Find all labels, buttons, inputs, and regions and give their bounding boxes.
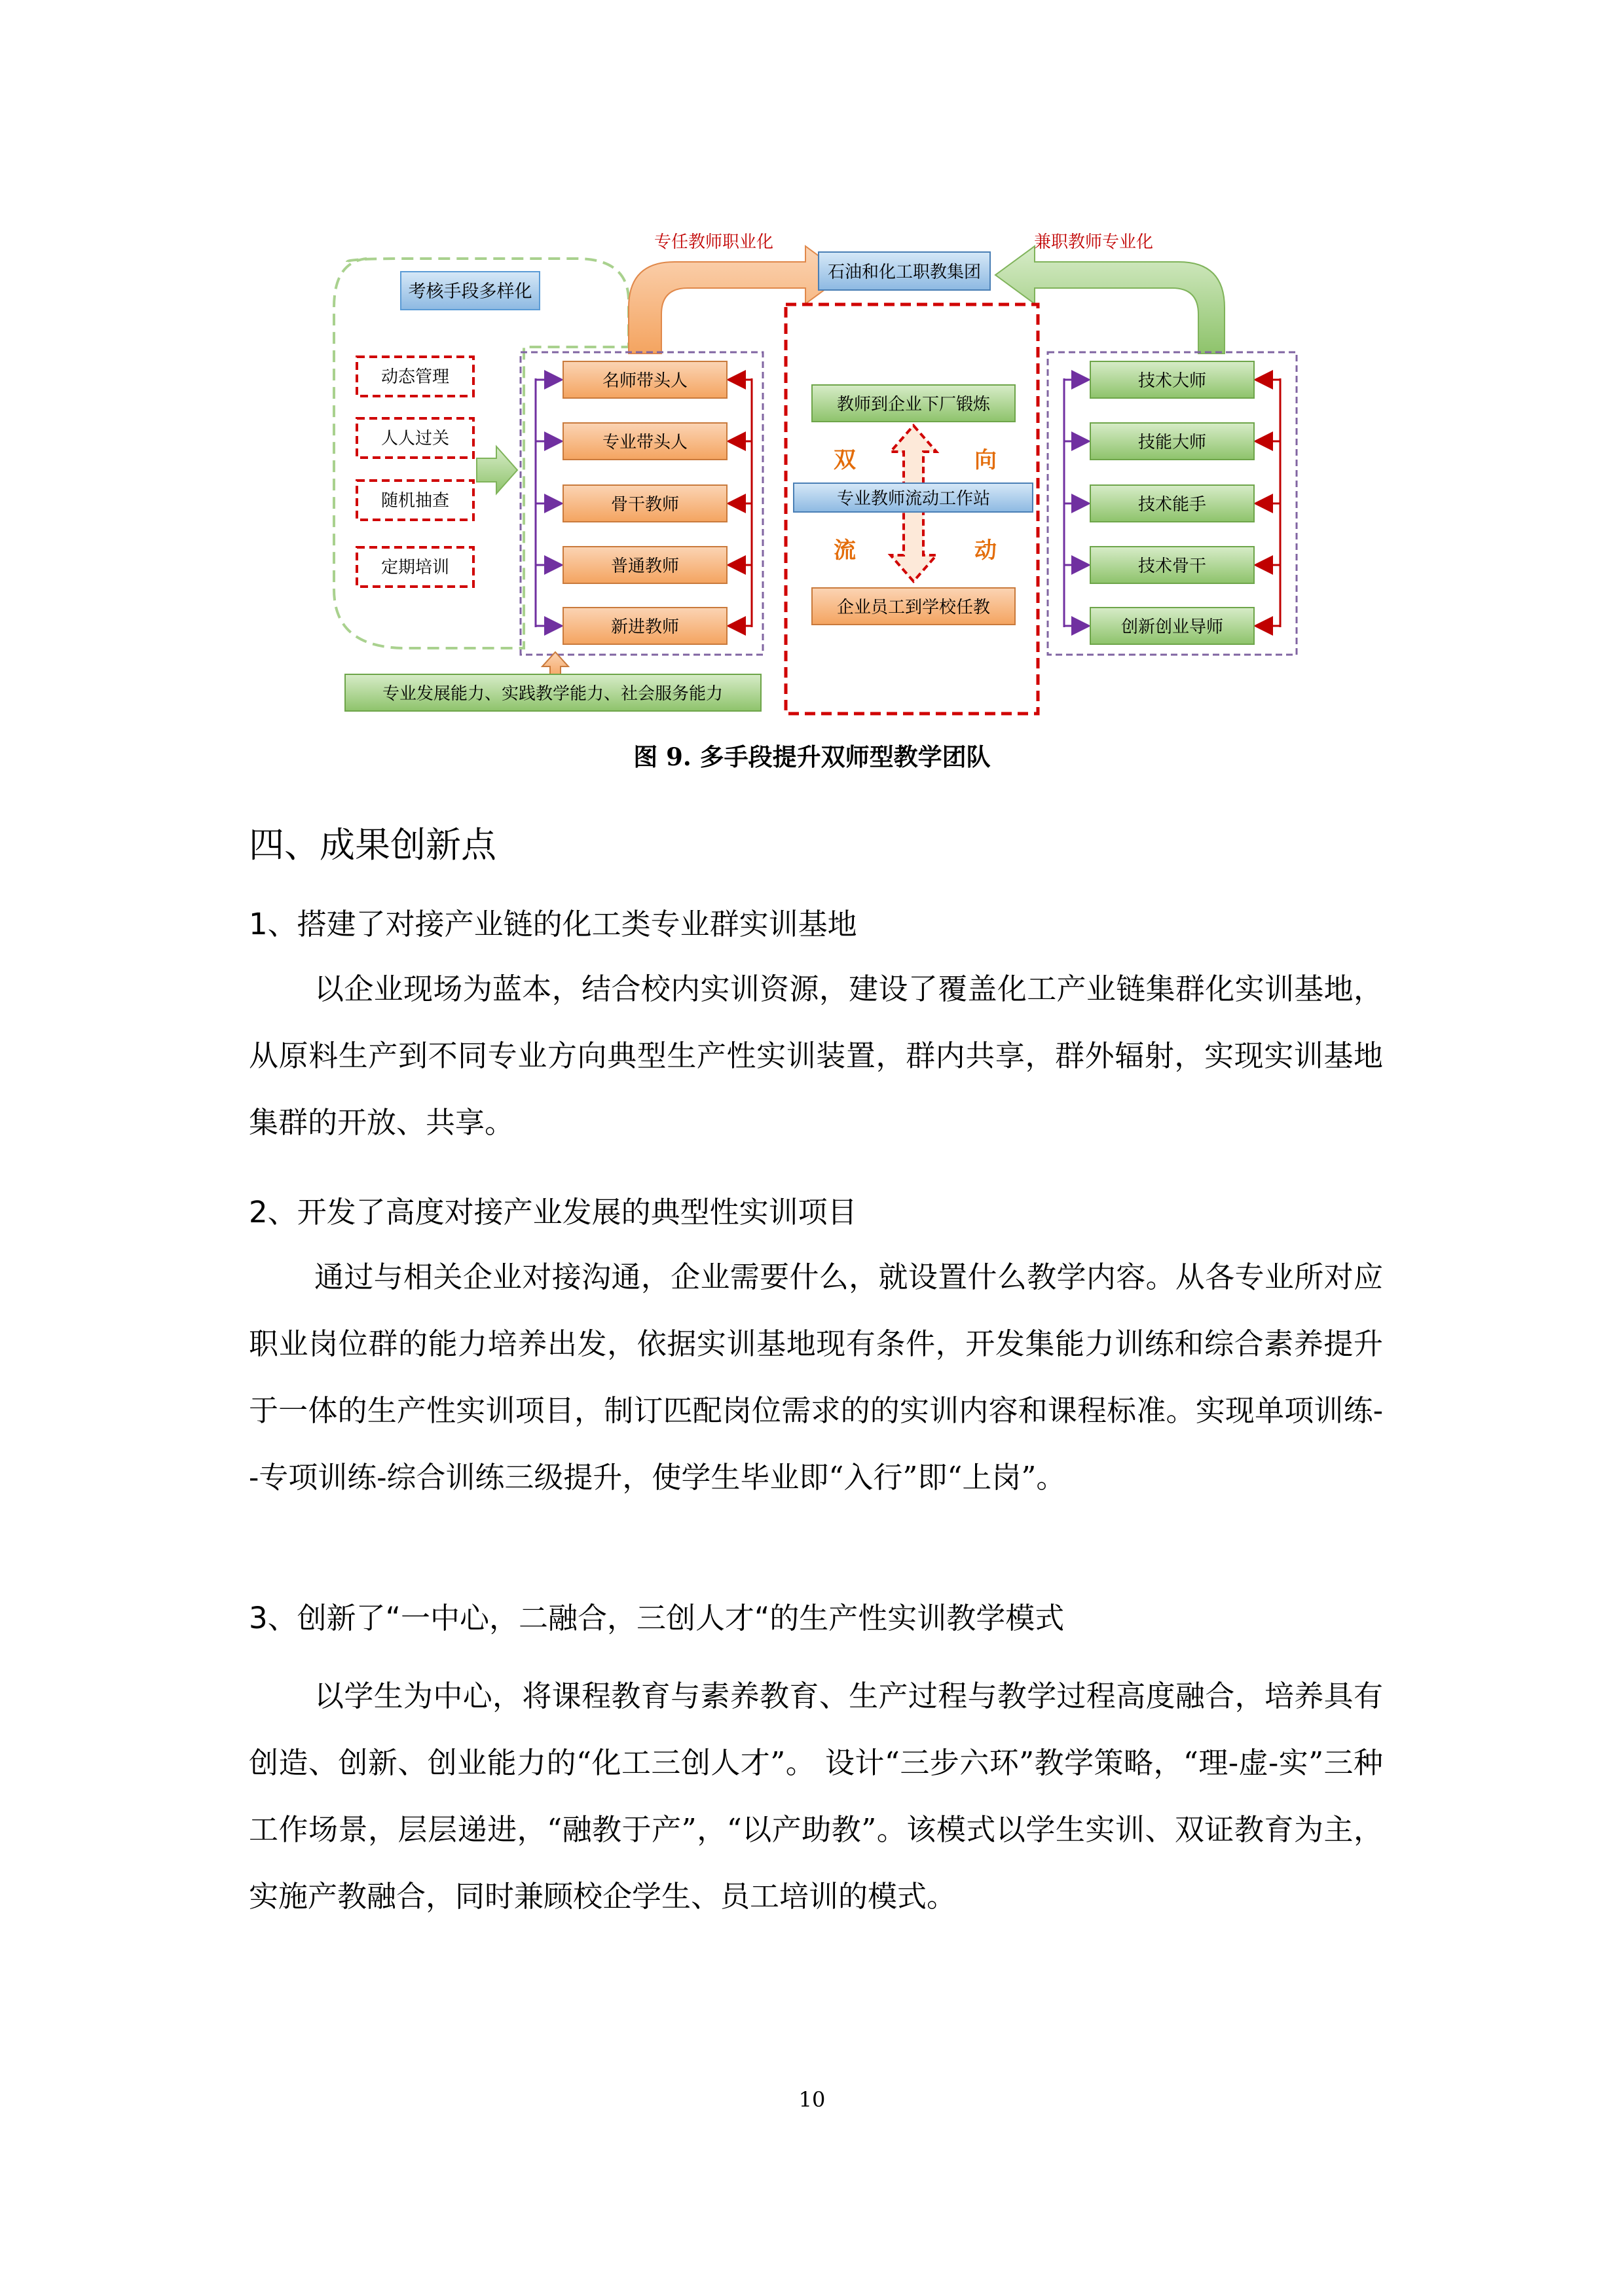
- expert-level-1: [1064, 361, 1280, 398]
- teacher-level-label: 名师带头人: [602, 371, 688, 391]
- flow-char-1: 双: [834, 447, 856, 473]
- expert-level-5: [1064, 608, 1280, 644]
- teacher-level-4: [536, 547, 752, 583]
- green-right-arrow: [477, 446, 517, 494]
- top-arrow-right-label: 兼职教师专业化: [1033, 232, 1154, 252]
- expert-level-label: 技术骨干: [1137, 556, 1207, 576]
- teacher-level-1: [536, 361, 752, 398]
- teacher-level-3: [536, 485, 752, 522]
- expert-level-label: 技能大师: [1137, 433, 1207, 452]
- teacher-level-5: [536, 608, 752, 644]
- green-curved-arrow: [995, 246, 1225, 354]
- exchange-bottom-box: [812, 588, 1015, 625]
- assessment-item-2: [357, 418, 473, 458]
- teacher-level-label: 骨干教师: [610, 495, 680, 515]
- orange-curved-arrow: [629, 246, 845, 354]
- assessment-item-label: 动态管理: [380, 367, 450, 387]
- expert-level-label: 创新创业导师: [1120, 617, 1224, 637]
- exchange-mid-label: 专业教师流动工作站: [836, 489, 991, 509]
- teacher-level-label: 普通教师: [610, 556, 680, 576]
- item-heading-2: 2、开发了高度对接产业发展的典型性实训项目: [249, 1195, 857, 1230]
- expert-level-label: 技术能手: [1137, 495, 1207, 515]
- item-heading-1: 1、搭建了对接产业链的化工类专业群实训基地: [249, 907, 857, 941]
- assessment-item-4: [357, 547, 473, 587]
- expert-level-label: 技术大师: [1137, 371, 1207, 391]
- item-heading-3: 3、创新了“一中心，二融合，三创人才“的生产性实训教学模式: [249, 1601, 1065, 1635]
- top-arrow-left-label: 专任教师职业化: [654, 232, 774, 252]
- expert-level-2: [1064, 423, 1280, 460]
- group-box: [819, 252, 990, 290]
- group-box-label: 石油和化工职教集团: [827, 263, 982, 282]
- assessment-item-label: 定期培训: [380, 558, 450, 577]
- exchange-mid-box: [794, 483, 1033, 512]
- item-body-1: 以企业现场为蓝本，结合校内实训资源，建设了覆盖化工产业链集群化实训基地，从原料生产到不同专业方向典型生产性实训装置，群内共享，群外辐射，实现实训基地集群的开放、共享。: [249, 972, 1383, 1140]
- teacher-level-label: 新进教师: [610, 617, 680, 637]
- item-body-3: 以学生为中心，将课程教育与素养教育、生产过程与教学过程高度融合，培养具有创造、创新、创业能力的“化工三创人才”。 设计“三步六环”教学策略，“理-虚-实”三种工作场景，层层递进，“融教于产”，“以产助教”。该模式以学生实训、双证教育为主，实施产教融合，同时兼顾校企学生、员工培训的模式。: [249, 1679, 1383, 1914]
- exchange-top-box: [812, 385, 1015, 422]
- assessment-item-label: 随机抽查: [380, 491, 450, 511]
- exchange-bottom-label: 企业员工到学校任教: [836, 598, 991, 617]
- exchange-top-label: 教师到企业下厂锻炼: [836, 395, 991, 414]
- ability-box: [345, 674, 761, 711]
- flow-char-4: 动: [974, 538, 997, 564]
- expert-level-4: [1064, 547, 1280, 583]
- item-body-2: 通过与相关企业对接沟通，企业需要什么，就设置什么教学内容。从各专业所对应职业岗位群的能力培养出发，依据实训基地现有条件，开发集能力训练和综合素养提升于一体的生产性实训项目，制订匹配岗位需求的的实训内容和课程标准。实现单项训练--专项训练-综合训练三级提升，使学生毕业即“入行”即“上岗”。: [249, 1260, 1383, 1495]
- page-number: 10: [798, 2087, 826, 2112]
- section-title: 四、成果创新点: [249, 824, 496, 866]
- diagram-figure: [0, 0, 1624, 727]
- assessment-item-label: 人人过关: [380, 429, 450, 448]
- assessment-title-box: [401, 272, 540, 310]
- ability-box-label: 专业发展能力、实践教学能力、社会服务能力: [382, 684, 724, 704]
- flow-char-3: 流: [834, 538, 856, 564]
- figure-caption: 图 9. 多手段提升双师型教学团队: [633, 742, 991, 771]
- teacher-level-label: 专业带头人: [602, 433, 688, 452]
- assessment-title: 考核手段多样化: [408, 282, 532, 302]
- flow-char-2: 向: [974, 447, 997, 473]
- teacher-level-2: [536, 423, 752, 460]
- assessment-item-1: [357, 357, 473, 396]
- expert-level-3: [1064, 485, 1280, 522]
- assessment-item-3: [357, 481, 473, 520]
